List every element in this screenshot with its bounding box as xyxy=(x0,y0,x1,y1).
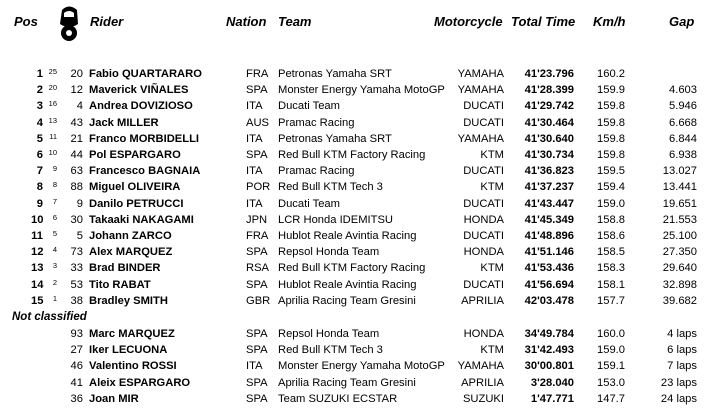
rider-name: Danilo PETRUCCI xyxy=(89,197,184,210)
motorcycle-brand: YAMAHA xyxy=(457,68,504,80)
rider-position: 12 xyxy=(31,246,44,259)
rider-number: 41 xyxy=(70,376,83,389)
average-speed: 159.0 xyxy=(597,344,625,357)
rider-nation: SPA xyxy=(246,278,268,291)
header-gap: Gap xyxy=(669,14,695,29)
rider-number: 44 xyxy=(70,149,83,161)
header-motorcycle: Motorcycle xyxy=(434,14,503,29)
motorcycle-brand: HONDA xyxy=(463,213,504,226)
team-name: Repsol Honda Team xyxy=(278,328,380,340)
gap-to-leader: 6.668 xyxy=(669,116,697,129)
rider-name: Fabio QUARTARARO xyxy=(89,68,202,80)
average-speed: 160.2 xyxy=(597,68,625,80)
gap-to-leader: 4.603 xyxy=(669,84,697,97)
team-name: Red Bull KTM Tech 3 xyxy=(278,181,383,194)
rider-number: 43 xyxy=(70,116,83,129)
rider-position: 7 xyxy=(36,165,43,178)
not-classified-heading: Not classified xyxy=(12,311,87,323)
total-time: 41'53.436 xyxy=(524,262,574,275)
motorcycle-brand: DUCATI xyxy=(463,165,504,178)
result-row xyxy=(0,260,720,276)
average-speed: 160.0 xyxy=(597,328,625,340)
rider-name: Bradley SMITH xyxy=(89,294,168,307)
motorcycle-brand: DUCATI xyxy=(463,278,504,291)
total-time: 30'00.801 xyxy=(524,360,574,373)
average-speed: 158.1 xyxy=(597,278,625,291)
rider-nation: GBR xyxy=(246,294,271,307)
rider-name: Iker LECUONA xyxy=(89,344,168,357)
championship-points: 4 xyxy=(52,245,57,255)
total-time: 41'30.734 xyxy=(524,149,574,161)
header-total-time: Total Time xyxy=(511,14,576,29)
team-name: Hublot Reale Avintia Racing xyxy=(278,278,417,291)
team-name: Aprilia Racing Team Gresini xyxy=(278,376,416,389)
championship-points: 2 xyxy=(52,277,57,287)
total-time: 41'29.742 xyxy=(524,100,574,113)
championship-points: 1 xyxy=(52,293,57,303)
total-time: 41'48.896 xyxy=(524,230,574,242)
team-name: Red Bull KTM Factory Racing xyxy=(278,262,426,275)
gap-to-leader: 27.350 xyxy=(662,246,697,259)
gap-to-leader: 4 laps xyxy=(667,328,697,340)
rider-nation: SPA xyxy=(246,392,268,405)
header-kmh: Km/h xyxy=(593,14,626,29)
rider-position: 6 xyxy=(36,149,43,161)
average-speed: 158.5 xyxy=(597,246,625,259)
gap-to-leader: 13.441 xyxy=(662,181,697,194)
rider-nation: ITA xyxy=(246,132,263,145)
result-row xyxy=(0,277,720,293)
team-name: Repsol Honda Team xyxy=(278,246,380,259)
average-speed: 159.1 xyxy=(597,360,625,373)
rider-name: Joan MIR xyxy=(89,392,139,405)
average-speed: 158.6 xyxy=(597,230,625,242)
rider-nation: ITA xyxy=(246,197,263,210)
rider-name: Andrea DOVIZIOSO xyxy=(89,100,193,113)
team-name: Hublot Reale Avintia Racing xyxy=(278,230,417,242)
gap-to-leader: 7 laps xyxy=(667,360,697,373)
average-speed: 159.8 xyxy=(597,132,625,145)
motorcycle-brand: APRILIA xyxy=(461,294,504,307)
rider-number: 20 xyxy=(70,68,83,80)
result-row xyxy=(0,358,720,374)
rider-name: Takaaki NAKAGAMI xyxy=(89,213,194,226)
average-speed: 153.0 xyxy=(597,376,625,389)
gap-to-leader: 6.938 xyxy=(669,149,697,161)
gap-to-leader: 6 laps xyxy=(667,344,697,357)
championship-points: 8 xyxy=(52,180,57,190)
motorcycle-brand: DUCATI xyxy=(463,197,504,210)
gap-to-leader: 29.640 xyxy=(662,262,697,275)
result-row xyxy=(0,293,720,309)
total-time: 41'51.146 xyxy=(524,246,574,259)
rider-position: 14 xyxy=(31,278,44,291)
team-name: Petronas Yamaha SRT xyxy=(278,132,392,145)
total-time: 1'47.771 xyxy=(530,392,574,405)
rider-nation: FRA xyxy=(246,68,269,80)
average-speed: 159.8 xyxy=(597,149,625,161)
total-time: 42'03.478 xyxy=(524,294,574,307)
rider-nation: ITA xyxy=(246,360,263,373)
average-speed: 159.8 xyxy=(597,100,625,113)
header-team: Team xyxy=(278,14,312,29)
motorcycle-brand: APRILIA xyxy=(461,376,504,389)
team-name: LCR Honda IDEMITSU xyxy=(278,213,394,226)
championship-points: 6 xyxy=(52,212,57,222)
rider-position: 8 xyxy=(36,181,43,194)
total-time: 41'23.796 xyxy=(524,68,574,80)
rider-position: 5 xyxy=(36,132,43,145)
team-name: Ducati Team xyxy=(278,197,340,210)
team-name: Team SUZUKI ECSTAR xyxy=(278,392,398,405)
gap-to-leader: 39.682 xyxy=(662,294,697,307)
rider-number: 4 xyxy=(76,100,83,113)
rider-nation: SPA xyxy=(246,149,268,161)
result-row xyxy=(0,98,720,114)
rider-nation: POR xyxy=(246,181,271,194)
rider-number: 30 xyxy=(70,213,83,226)
result-row xyxy=(0,391,720,407)
team-name: Monster Energy Yamaha MotoGP xyxy=(278,84,445,97)
championship-points: 25 xyxy=(48,67,57,76)
rider-position: 3 xyxy=(36,100,43,113)
motorcycle-brand: KTM xyxy=(480,149,504,161)
championship-points: 16 xyxy=(48,99,57,109)
rider-number: 27 xyxy=(70,344,83,357)
rider-nation: SPA xyxy=(246,328,268,340)
team-name: Red Bull KTM Tech 3 xyxy=(278,344,383,357)
championship-points: 3 xyxy=(52,261,57,271)
rider-name: Pol ESPARGARO xyxy=(89,149,181,161)
header-nation: Nation xyxy=(226,14,267,29)
rider-name: Franco MORBIDELLI xyxy=(89,132,200,145)
rider-name: Valentino ROSSI xyxy=(89,360,177,373)
motorcycle-brand: KTM xyxy=(480,344,504,357)
rider-number: 53 xyxy=(70,278,83,291)
total-time: 34'49.784 xyxy=(524,328,574,340)
total-time: 41'30.464 xyxy=(524,116,574,129)
team-name: Aprilia Racing Team Gresini xyxy=(278,294,416,307)
rider-position: 15 xyxy=(31,294,44,307)
rider-nation: JPN xyxy=(246,213,268,226)
average-speed: 159.5 xyxy=(597,165,625,178)
rider-nation: ITA xyxy=(246,100,263,113)
rider-nation: FRA xyxy=(246,230,269,242)
result-row xyxy=(0,115,720,131)
rider-nation: SPA xyxy=(246,84,268,97)
gap-to-leader: 25.100 xyxy=(662,230,697,242)
rider-position: 9 xyxy=(36,197,43,210)
result-row xyxy=(0,147,720,163)
gap-to-leader: 32.898 xyxy=(662,278,697,291)
rider-nation: SPA xyxy=(246,246,268,259)
total-time: 41'36.823 xyxy=(524,165,574,178)
average-speed: 158.3 xyxy=(597,262,625,275)
total-time: 41'45.349 xyxy=(524,213,574,226)
team-name: Ducati Team xyxy=(278,100,340,113)
rider-position: 1 xyxy=(36,68,43,80)
gap-to-leader: 5.946 xyxy=(669,100,697,113)
total-time: 41'37.237 xyxy=(524,181,574,194)
gap-to-leader: 19.651 xyxy=(662,197,697,210)
rider-number: 12 xyxy=(70,84,83,97)
rider-number: 21 xyxy=(70,132,83,145)
rider-nation: SPA xyxy=(246,376,268,389)
result-row xyxy=(0,326,720,342)
rider-position: 11 xyxy=(31,230,43,242)
rider-name: Jack MILLER xyxy=(89,116,159,129)
result-row xyxy=(0,342,720,358)
rider-nation: SPA xyxy=(246,344,268,357)
rider-name: Miguel OLIVEIRA xyxy=(89,181,181,194)
motorcycle-brand: YAMAHA xyxy=(457,84,504,97)
average-speed: 157.7 xyxy=(597,294,625,307)
motorcycle-rider-icon xyxy=(56,4,82,42)
total-time: 41'43.447 xyxy=(524,197,574,210)
result-row xyxy=(0,212,720,228)
motorcycle-brand: KTM xyxy=(480,181,504,194)
header-pos: Pos xyxy=(14,14,38,29)
total-time: 31'42.493 xyxy=(524,344,574,357)
rider-name: Marc MARQUEZ xyxy=(89,328,175,340)
motorcycle-brand: SUZUKI xyxy=(462,392,504,405)
rider-position: 2 xyxy=(36,84,43,97)
rider-number: 73 xyxy=(70,246,83,259)
rider-name: Aleix ESPARGARO xyxy=(89,376,191,389)
rider-number: 33 xyxy=(70,262,83,275)
rider-nation: ITA xyxy=(246,165,263,178)
gap-to-leader: 6.844 xyxy=(669,132,697,145)
header-rider: Rider xyxy=(90,14,124,29)
rider-number: 38 xyxy=(70,294,83,307)
rider-name: Maverick VIÑALES xyxy=(89,84,189,97)
motorcycle-brand: DUCATI xyxy=(463,230,504,242)
motorcycle-brand: DUCATI xyxy=(463,100,504,113)
rider-nation: AUS xyxy=(246,116,270,129)
rider-number: 36 xyxy=(70,392,83,405)
rider-number: 88 xyxy=(70,181,83,194)
motorcycle-brand: HONDA xyxy=(463,246,504,259)
rider-position: 4 xyxy=(36,116,43,129)
result-row xyxy=(0,196,720,212)
rider-number: 46 xyxy=(70,360,83,373)
motorcycle-brand: YAMAHA xyxy=(457,360,504,373)
championship-points: 7 xyxy=(52,196,57,206)
rider-position: 13 xyxy=(31,262,44,275)
motorcycle-brand: KTM xyxy=(480,262,504,275)
team-name: Pramac Racing xyxy=(278,165,355,178)
average-speed: 159.0 xyxy=(597,197,625,210)
championship-points: 20 xyxy=(48,83,57,93)
rider-number: 9 xyxy=(76,197,83,210)
result-row xyxy=(0,244,720,260)
result-row xyxy=(0,179,720,195)
rider-position: 10 xyxy=(31,213,44,226)
motorcycle-brand: DUCATI xyxy=(463,116,504,129)
rider-number: 5 xyxy=(76,230,83,242)
championship-points: 5 xyxy=(52,229,57,238)
rider-number: 93 xyxy=(70,328,83,340)
result-row xyxy=(0,82,720,98)
gap-to-leader: 24 laps xyxy=(660,392,697,405)
average-speed: 158.8 xyxy=(597,213,625,226)
rider-name: Francesco BAGNAIA xyxy=(89,165,201,178)
motorcycle-brand: YAMAHA xyxy=(457,132,504,145)
result-row xyxy=(0,375,720,391)
team-name: Monster Energy Yamaha MotoGP xyxy=(278,360,445,373)
result-row xyxy=(0,228,720,244)
rider-name: Johann ZARCO xyxy=(89,230,172,242)
championship-points: 13 xyxy=(48,115,57,125)
rider-nation: RSA xyxy=(246,262,270,275)
rider-name: Alex MARQUEZ xyxy=(89,246,173,259)
average-speed: 159.4 xyxy=(597,181,625,194)
motorcycle-brand: HONDA xyxy=(463,328,504,340)
average-speed: 147.7 xyxy=(597,392,625,405)
team-name: Petronas Yamaha SRT xyxy=(278,68,392,80)
rider-number: 63 xyxy=(70,165,83,178)
total-time: 41'28.399 xyxy=(524,84,574,97)
result-row xyxy=(0,163,720,179)
result-row xyxy=(0,131,720,147)
rider-name: Tito RABAT xyxy=(89,278,151,291)
championship-points: 11 xyxy=(49,131,57,141)
team-name: Red Bull KTM Factory Racing xyxy=(278,149,426,161)
gap-to-leader: 13.027 xyxy=(662,165,697,178)
gap-to-leader: 21.553 xyxy=(662,213,697,226)
gap-to-leader: 23 laps xyxy=(660,376,697,389)
rider-name: Brad BINDER xyxy=(89,262,161,275)
total-time: 41'30.640 xyxy=(524,132,574,145)
team-name: Pramac Racing xyxy=(278,116,355,129)
result-row xyxy=(0,66,720,82)
championship-points: 9 xyxy=(52,164,57,174)
championship-points: 10 xyxy=(48,148,57,157)
average-speed: 159.8 xyxy=(597,116,625,129)
total-time: 41'56.694 xyxy=(524,278,574,291)
average-speed: 159.9 xyxy=(597,84,625,97)
total-time: 3'28.040 xyxy=(530,376,574,389)
